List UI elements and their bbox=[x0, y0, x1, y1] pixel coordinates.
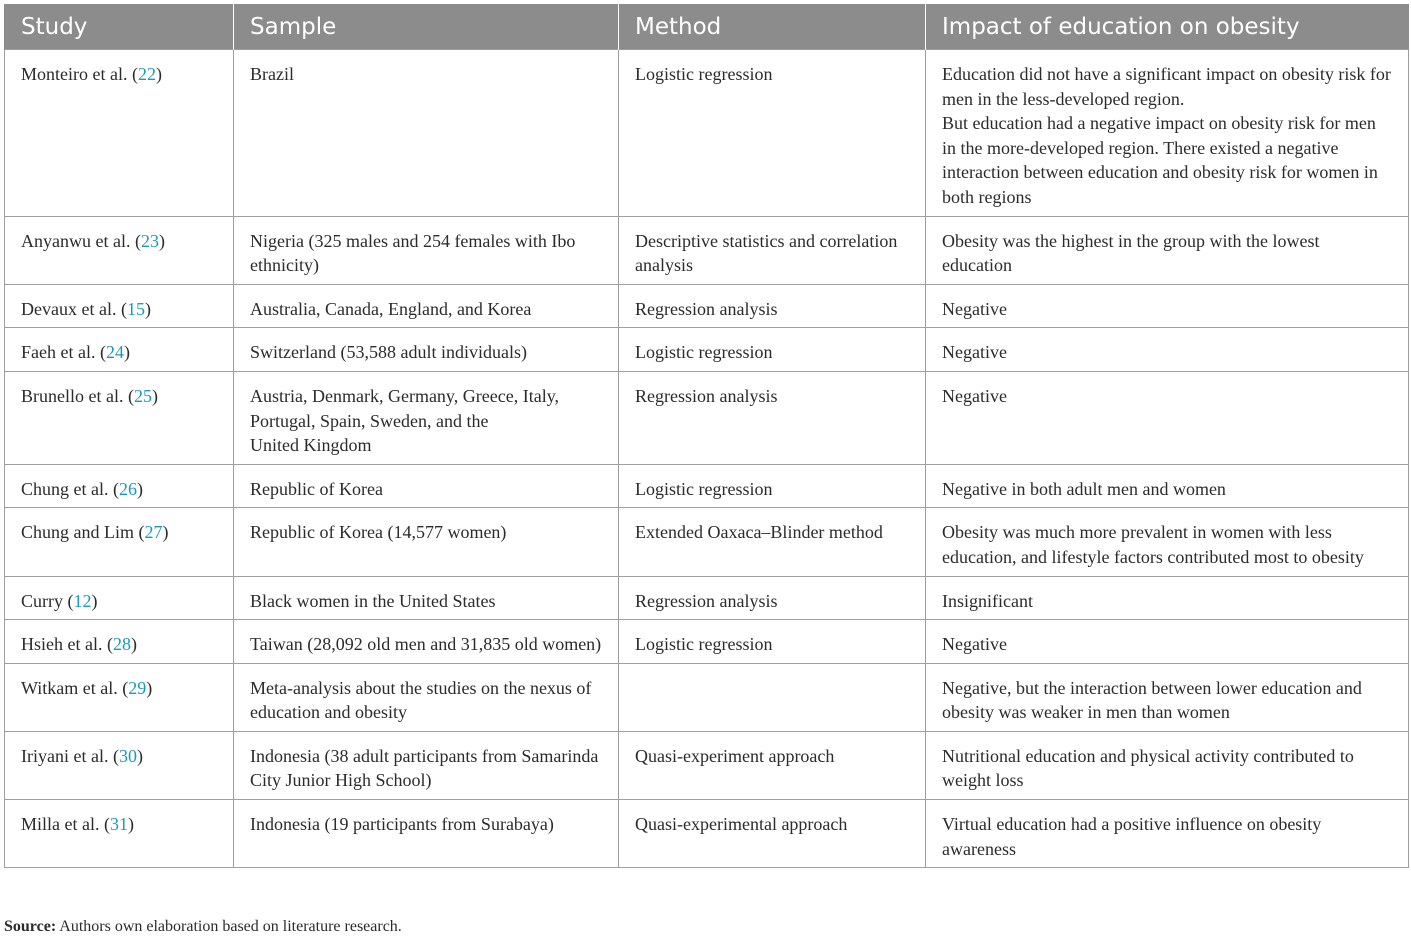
citation-close: ) bbox=[151, 385, 158, 406]
citation-link[interactable]: 25 bbox=[133, 385, 152, 406]
citation-link[interactable]: 12 bbox=[73, 590, 92, 611]
cell-sample: Australia, Canada, England, and Korea bbox=[234, 284, 619, 328]
table-body bbox=[5, 50, 1409, 868]
cell-method: Regression analysis bbox=[619, 284, 926, 328]
cell-sample: Switzerland (53,588 adult individuals) bbox=[234, 328, 619, 372]
cell-method: Logistic regression bbox=[619, 464, 926, 508]
cell-study bbox=[5, 620, 234, 664]
cell-impact: Obesity was the highest in the group with the lowest education bbox=[926, 216, 1409, 284]
study-author: Milla et al. ( bbox=[21, 814, 110, 835]
cell-study bbox=[5, 328, 234, 372]
cell-study bbox=[5, 216, 234, 284]
header-sample: Sample bbox=[234, 4, 619, 50]
table-row bbox=[5, 731, 1409, 799]
study-author: Chung and Lim ( bbox=[21, 522, 145, 543]
cell-sample: Brazil bbox=[234, 50, 619, 217]
studies-table bbox=[4, 4, 1409, 868]
cell-study bbox=[5, 371, 234, 464]
cell-study bbox=[5, 576, 234, 620]
table-row bbox=[5, 464, 1409, 508]
source-text: Authors own elaboration based on literature research. bbox=[56, 918, 402, 935]
cell-impact: Negative in both adult men and women bbox=[926, 464, 1409, 508]
study-author: Brunello et al. ( bbox=[21, 385, 134, 406]
cell-study bbox=[5, 464, 234, 508]
citation-link[interactable]: 24 bbox=[105, 342, 124, 363]
cell-impact: Negative bbox=[926, 620, 1409, 664]
cell-method: Extended Oaxaca–Blinder method bbox=[619, 508, 926, 576]
study-author: Chung et al. ( bbox=[21, 478, 119, 499]
cell-sample: Black women in the United States bbox=[234, 576, 619, 620]
cell-sample: Republic of Korea (14,577 women) bbox=[234, 508, 619, 576]
cell-study bbox=[5, 508, 234, 576]
citation-close: ) bbox=[136, 745, 143, 766]
citation-close: ) bbox=[91, 590, 98, 611]
table-row bbox=[5, 216, 1409, 284]
table-row bbox=[5, 328, 1409, 372]
cell-impact: Nutritional education and physical activity contributed to weight loss bbox=[926, 731, 1409, 799]
cell-impact: Virtual education had a positive influence on obesity awareness bbox=[926, 800, 1409, 868]
header-impact: Impact of education on obesity bbox=[926, 4, 1409, 50]
table-row bbox=[5, 371, 1409, 464]
citation-link[interactable]: 29 bbox=[128, 677, 147, 698]
citation-link[interactable]: 26 bbox=[118, 478, 137, 499]
citation-link[interactable]: 31 bbox=[109, 814, 128, 835]
citation-close: ) bbox=[127, 814, 134, 835]
table-row bbox=[5, 508, 1409, 576]
cell-method: Regression analysis bbox=[619, 371, 926, 464]
study-author: Monteiro et al. ( bbox=[21, 64, 138, 84]
citation-link[interactable]: 28 bbox=[112, 634, 131, 655]
table-row bbox=[5, 620, 1409, 664]
cell-study bbox=[5, 800, 234, 868]
table-row bbox=[5, 663, 1409, 731]
citation-link[interactable]: 15 bbox=[126, 298, 145, 319]
cell-study bbox=[5, 50, 234, 217]
citation-link[interactable]: 27 bbox=[144, 522, 163, 543]
cell-sample: Republic of Korea bbox=[234, 464, 619, 508]
cell-sample: Taiwan (28,092 old men and 31,835 old women) bbox=[234, 620, 619, 664]
cell-impact: Negative bbox=[926, 328, 1409, 372]
source-label: Source: bbox=[4, 918, 57, 935]
table-row bbox=[5, 50, 1409, 217]
table-row bbox=[5, 284, 1409, 328]
citation-close: ) bbox=[144, 298, 151, 319]
study-author: Iriyani et al. ( bbox=[21, 745, 119, 766]
source-note bbox=[4, 918, 402, 936]
cell-impact: Negative, but the interaction between lower education and obesity was weaker in men than women bbox=[926, 663, 1409, 731]
cell-study bbox=[5, 284, 234, 328]
cell-method: Regression analysis bbox=[619, 576, 926, 620]
cell-method: Logistic regression bbox=[619, 620, 926, 664]
study-author: Curry ( bbox=[21, 590, 74, 611]
cell-impact: Negative bbox=[926, 371, 1409, 464]
study-author: Faeh et al. ( bbox=[21, 342, 106, 363]
cell-impact: Education did not have a significant impact on obesity risk for men in the less-developed region. But education had a negative impact on obesity risk for men in the more-developed region. There existed a negative interaction between education and obesity risk for women in both regions bbox=[926, 50, 1409, 217]
citation-link[interactable]: 30 bbox=[118, 745, 137, 766]
citation-close: ) bbox=[162, 522, 169, 543]
citation-close: ) bbox=[155, 64, 162, 84]
table-row bbox=[5, 576, 1409, 620]
cell-sample: Austria, Denmark, Germany, Greece, Italy, Portugal, Spain, Sweden, and the United Kingdom bbox=[234, 371, 619, 464]
cell-sample: Meta-analysis about the studies on the nexus of education and obesity bbox=[234, 663, 619, 731]
citation-link[interactable]: 23 bbox=[140, 230, 159, 251]
table-row bbox=[5, 800, 1409, 868]
cell-method: Logistic regression bbox=[619, 328, 926, 372]
table-header bbox=[5, 4, 1409, 50]
cell-method bbox=[619, 663, 926, 731]
header-method: Method bbox=[619, 4, 926, 50]
cell-study bbox=[5, 731, 234, 799]
citation-link[interactable]: 22 bbox=[137, 64, 156, 84]
study-author: Witkam et al. ( bbox=[21, 677, 129, 698]
cell-study bbox=[5, 663, 234, 731]
citation-close: ) bbox=[136, 478, 143, 499]
citation-close: ) bbox=[158, 230, 165, 251]
study-author: Hsieh et al. ( bbox=[21, 634, 113, 655]
cell-impact: Negative bbox=[926, 284, 1409, 328]
header-row bbox=[5, 4, 1409, 50]
cell-impact: Obesity was much more prevalent in women with less education, and lifestyle factors contributed most to obesity bbox=[926, 508, 1409, 576]
citation-close: ) bbox=[123, 342, 130, 363]
cell-sample: Indonesia (19 participants from Surabaya) bbox=[234, 800, 619, 868]
cell-method: Descriptive statistics and correlation analysis bbox=[619, 216, 926, 284]
cell-method: Quasi-experimental approach bbox=[619, 800, 926, 868]
cell-method: Quasi-experiment approach bbox=[619, 731, 926, 799]
cell-sample: Nigeria (325 males and 254 females with Ibo ethnicity) bbox=[234, 216, 619, 284]
header-study: Study bbox=[5, 4, 234, 50]
cell-sample: Indonesia (38 adult participants from Samarinda City Junior High School) bbox=[234, 731, 619, 799]
study-author: Anyanwu et al. ( bbox=[21, 230, 141, 251]
cell-impact: Insignificant bbox=[926, 576, 1409, 620]
citation-close: ) bbox=[130, 634, 137, 655]
cell-method: Logistic regression bbox=[619, 50, 926, 217]
citation-close: ) bbox=[146, 677, 153, 698]
study-author: Devaux et al. ( bbox=[21, 298, 127, 319]
